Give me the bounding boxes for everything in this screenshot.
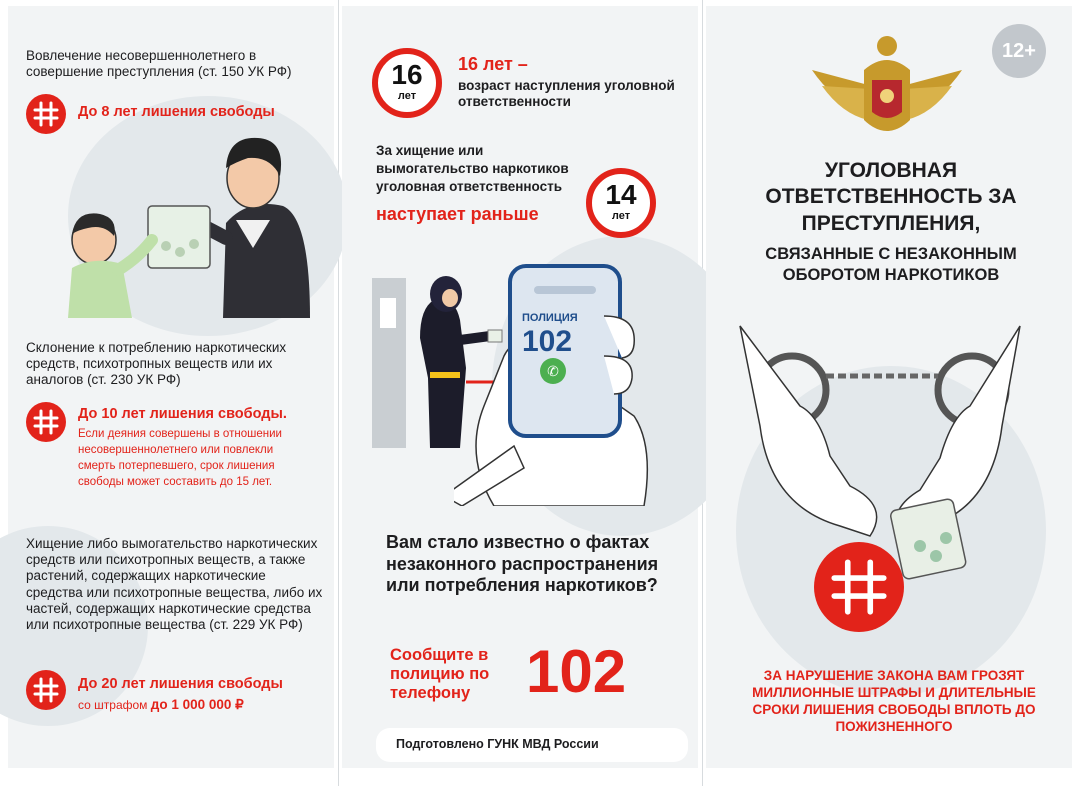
drugs-emph: наступает раньше — [376, 204, 539, 224]
footer-text: Подготовлено ГУНК МВД России — [396, 737, 599, 751]
crime1-text: Вовлечение несовершеннолетнего в совершение преступления (ст. 150 УК РФ) — [26, 48, 292, 80]
age-rating-badge — [992, 24, 1046, 78]
panel-cover — [706, 6, 1072, 768]
crime3-penalty: До 20 лет лишения свободы — [78, 676, 283, 692]
age-14-badge — [586, 168, 656, 238]
footer-box — [376, 728, 688, 762]
report-number: 102 — [526, 638, 627, 705]
age-16-unit: лет — [397, 90, 417, 102]
drugs-text: За хищение или вымогательство наркотиков уголовная ответственность — [376, 143, 569, 195]
prison-bars-icon — [26, 402, 66, 442]
fold-line-left — [338, 0, 339, 786]
police-emblem-icon — [802, 30, 972, 150]
crime3-text: Хищение либо вымогательство наркотических средств или психотропных веществ, а также растений, содержащих наркотические средства или психотропные вещества, либо их частей, содержащих наркотические средства или психотропные вещества (ст. 229 УК РФ) — [26, 536, 323, 632]
crime2-penalty: До 10 лет лишения свободы. — [78, 406, 287, 422]
age-16-badge — [372, 48, 442, 118]
crime2-text: Склонение к потреблению наркотических средств, психотропных веществ или их аналогов (ст. 230 УК РФ) — [26, 340, 287, 388]
age-rating: 12+ — [1002, 40, 1036, 62]
question-text: Вам стало известно о фактах незаконного распространения или потребления наркотиков? — [386, 532, 659, 596]
cover-subtitle: СВЯЗАННЫЕ С НЕЗАКОННЫМ ОБОРОТОМ НАРКОТИКОВ — [765, 245, 1017, 285]
cover-warning: ЗА НАРУШЕНИЕ ЗАКОНА ВАМ ГРОЗЯТ МИЛЛИОННЫЕ ШТРАФЫ И ДЛИТЕЛЬНЫЕ СРОКИ ЛИШЕНИЯ СВОБОДЫ ВПЛОТЬ ДО ПОЖИЗНЕННОГО — [752, 668, 1036, 734]
age-16-number: 16 — [391, 59, 423, 90]
cover-title: УГОЛОВНАЯ ОТВЕТСТВЕННОСТЬ ЗА ПРЕСТУПЛЕНИЯ, — [765, 159, 1017, 235]
prison-bars-icon — [26, 670, 66, 710]
panel-age-and-report — [342, 6, 698, 768]
crime2-note: Если деяния совершены в отношении несовершеннолетнего или повлекли смерть потерпевшего, срок лишения свободы может составить до 15 лет. — [78, 428, 282, 489]
age-14-number: 14 — [605, 179, 637, 210]
age16-subtitle: возраст наступления уголовной ответственности — [458, 78, 675, 110]
report-text: Сообщите в полицию по телефону — [390, 646, 490, 702]
panel-penalties — [8, 6, 334, 768]
prison-bars-icon — [814, 542, 904, 632]
phone-call-icon: ✆ — [540, 358, 566, 384]
phone-number: 102 — [522, 325, 573, 358]
crime1-penalty: До 8 лет лишения свободы — [78, 104, 275, 120]
phone-label: ПОЛИЦИЯ — [522, 312, 578, 324]
crime3-fine — [78, 697, 244, 713]
crime3-fine-amount: до 1 000 000 ₽ — [150, 697, 244, 712]
age16-title: 16 лет – — [458, 54, 528, 74]
age-14-unit: лет — [611, 210, 631, 222]
crime3-fine-prefix: со штрафом — [78, 698, 151, 712]
illustration-handover — [48, 128, 328, 318]
